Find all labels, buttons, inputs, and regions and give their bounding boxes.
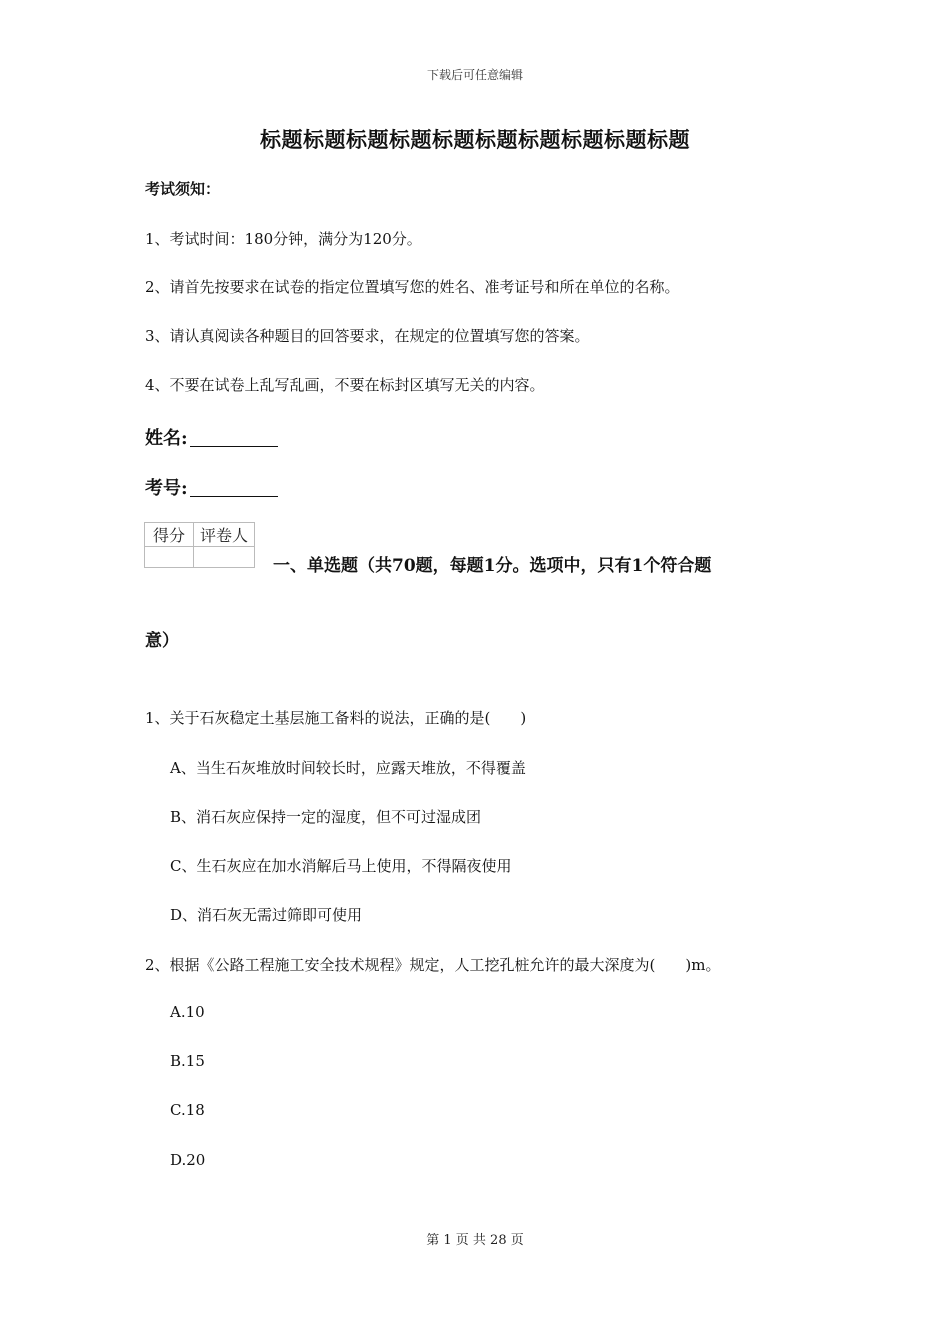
page-footer: 第 1 页 共 28 页 (426, 1233, 524, 1248)
question-option: B、消石灰应保持一定的湿度，但不可过湿成团 (170, 808, 482, 826)
notice-heading: 考试须知： (145, 180, 221, 198)
header-note: 下载后可任意编辑 (426, 68, 523, 82)
section-title-continued: 意） (145, 631, 179, 651)
notice-item: 4、不要在试卷上乱写乱画，不要在标封区填写无关的内容。 (145, 376, 545, 394)
question-option: A.10 (170, 1003, 205, 1021)
question-option: C.18 (170, 1101, 205, 1119)
score-header: 得分 (145, 523, 194, 547)
question-option: C、生石灰应在加水消解后马上使用，不得隔夜使用 (170, 857, 512, 875)
notice-item: 1、考试时间：180分钟，满分为120分。 (145, 230, 422, 248)
name-label: 姓名: (145, 428, 188, 449)
score-table (144, 522, 255, 568)
grader-header: 评卷人 (194, 523, 255, 547)
question-option: D.20 (170, 1151, 206, 1169)
question-option: D、消石灰无需过筛即可使用 (170, 906, 363, 924)
name-blank-line[interactable] (190, 428, 278, 447)
score-cell (145, 547, 194, 568)
page-title: 标题标题标题标题标题标题标题标题标题标题 (260, 127, 690, 152)
name-field (145, 424, 278, 450)
question-stem: 1、关于石灰稳定土基层施工备料的说法，正确的是( ) (145, 709, 527, 727)
notice-item: 3、请认真阅读各种题目的回答要求，在规定的位置填写您的答案。 (145, 327, 590, 345)
exam-id-field (145, 474, 278, 500)
exam-id-label: 考号: (145, 478, 188, 499)
section-title: 一、单选题（共70题，每题1分。选项中，只有1个符合题 (273, 556, 712, 576)
notice-item: 2、请首先按要求在试卷的指定位置填写您的姓名、准考证号和所在单位的名称。 (145, 278, 680, 296)
question-stem: 2、根据《公路工程施工安全技术规程》规定，人工挖孔桩允许的最大深度为( )m。 (145, 956, 721, 974)
question-option: B.15 (170, 1052, 205, 1070)
grader-cell (194, 547, 255, 568)
question-option: A、当生石灰堆放时间较长时，应露天堆放，不得覆盖 (170, 759, 526, 777)
exam-id-blank-line[interactable] (190, 478, 278, 497)
